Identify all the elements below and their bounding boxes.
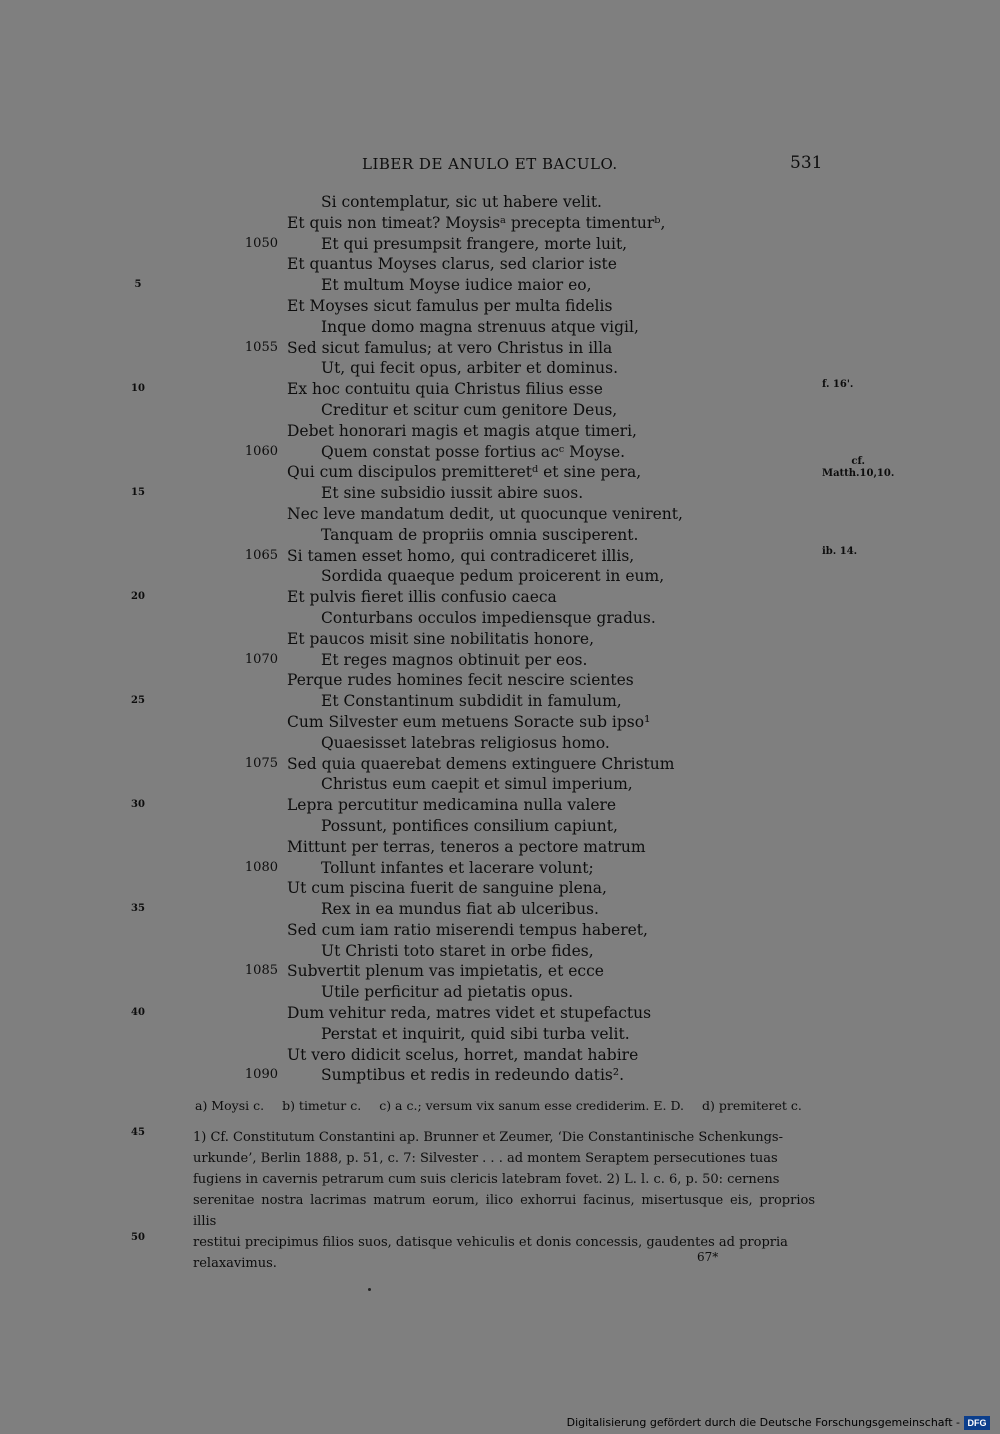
footnote-line: urkunde’, Berlin 1888, p. 51, c. 7: Silvester . . . ad montem Seraptem persecutiones tuas bbox=[193, 1151, 778, 1166]
verse-number: 1050 bbox=[244, 235, 278, 251]
verse-line bbox=[0, 899, 1000, 920]
verse-text: Sed cum iam ratio miserendi tempus haberet, bbox=[287, 920, 648, 939]
verse-line bbox=[0, 1024, 1000, 1045]
verse-text: Tanquam de propriis omnia susciperent. bbox=[321, 525, 639, 544]
verse-line bbox=[0, 1045, 1000, 1066]
verse-text: Subvertit plenum vas impietatis, et ecce bbox=[287, 962, 604, 981]
verse-text: Perstat et inquirit, quid sibi turba velit. bbox=[321, 1024, 630, 1043]
verse-line bbox=[0, 650, 1000, 671]
margin-number: 45 bbox=[131, 1127, 145, 1138]
verse-line bbox=[0, 982, 1000, 1003]
verse-line bbox=[0, 525, 1000, 546]
verse-line bbox=[0, 795, 1000, 816]
footnote-line: fugiens in cavernis petrarum cum suis clericis latebram fovet. 2) L. l. c. 6, p. 50: cernens bbox=[193, 1172, 780, 1187]
verse-text: Et quis non timeat? Moysisᵃ precepta timenturᵇ, bbox=[287, 213, 666, 232]
verse-line bbox=[0, 192, 1000, 213]
footer-bar bbox=[0, 1412, 1000, 1434]
verse-number: 1090 bbox=[244, 1067, 278, 1083]
verse-line bbox=[0, 456, 1000, 483]
verse-line bbox=[0, 961, 1000, 982]
verse-text: Mittunt per terras, teneros a pectore matrum bbox=[287, 837, 646, 856]
verse-text: Ut Christi toto staret in orbe fides, bbox=[321, 941, 594, 960]
verse-text: Sordida quaeque pedum proicerent in eum, bbox=[321, 567, 665, 586]
verse-text: Nec leve mandatum dedit, ut quocunque venirent, bbox=[287, 504, 683, 523]
verse-number: 1075 bbox=[244, 755, 278, 771]
footnote-line: 1) Cf. Constitutum Constantini ap. Brunner et Zeumer, ‘Die Constantinische Schenkungs- bbox=[193, 1130, 783, 1145]
verse-text: Possunt, pontifices consilium capiunt, bbox=[321, 816, 618, 835]
verse-line bbox=[0, 941, 1000, 962]
verse-text: Et sine subsidio iussit abire suos. bbox=[321, 484, 584, 503]
verse-block bbox=[0, 192, 1000, 1086]
margin-number: 15 bbox=[131, 487, 145, 499]
verse-line bbox=[0, 421, 1000, 442]
verse-line bbox=[0, 1003, 1000, 1024]
verse-text: Et Constantinum subdidit in famulum, bbox=[321, 692, 622, 711]
verse-number: 1055 bbox=[244, 339, 278, 355]
dfg-logo[interactable]: DFG bbox=[964, 1416, 990, 1430]
verse-text: Et multum Moyse iudice maior eo, bbox=[321, 276, 592, 295]
apparatus-entry: b) timetur c. bbox=[282, 1098, 362, 1113]
verse-line bbox=[0, 1065, 1000, 1086]
verse-text: Ex hoc contuitu quia Christus filius esse bbox=[287, 380, 603, 399]
running-title: LIBER DE ANULO ET BACULO. bbox=[362, 155, 618, 173]
verse-text: Cum Silvester eum metuens Soracte sub ipso¹ bbox=[287, 712, 651, 731]
verse-line bbox=[0, 837, 1000, 858]
verse-text: Christus eum caepit et simul imperium, bbox=[321, 775, 633, 794]
verse-number: 1080 bbox=[244, 859, 278, 875]
verse-text: Qui cum discipulos premitteretᵈ et sine pera, bbox=[287, 463, 642, 482]
verse-line bbox=[0, 234, 1000, 255]
verse-text: Inque domo magna strenuus atque vigil, bbox=[321, 317, 639, 336]
margin-number: 40 bbox=[131, 1007, 145, 1019]
footnotes bbox=[193, 1127, 815, 1274]
verse-line bbox=[0, 483, 1000, 504]
verse-text: Si contemplatur, sic ut habere velit. bbox=[321, 193, 602, 211]
margin-number: 20 bbox=[131, 591, 145, 603]
verse-line bbox=[0, 920, 1000, 941]
footnote-line: restitui precipimus filios suos, datisque vehiculis et donis concessis, gaudentes ad propria bbox=[193, 1235, 788, 1250]
apparatus-entry: a) Moysi c. bbox=[195, 1098, 265, 1113]
critical-apparatus bbox=[195, 1098, 820, 1113]
verse-line bbox=[0, 400, 1000, 421]
verse-text: Ut cum piscina fuerit de sanguine plena, bbox=[287, 879, 607, 898]
verse-line bbox=[0, 774, 1000, 795]
verse-text: Si tamen esset homo, qui contradiceret illis, bbox=[287, 546, 635, 565]
verse-number: 1085 bbox=[244, 963, 278, 979]
side-reference: cf. Matth.10,10. bbox=[822, 456, 895, 480]
verse-number: 1070 bbox=[244, 651, 278, 667]
verse-text: Dum vehitur reda, matres videt et stupefactus bbox=[287, 1004, 652, 1023]
verse-line bbox=[0, 546, 1000, 567]
footnote-line: relaxavimus. bbox=[193, 1256, 277, 1271]
verse-line bbox=[0, 504, 1000, 525]
verse-line bbox=[0, 712, 1000, 733]
verse-text: Creditur et scitur cum genitore Deus, bbox=[321, 400, 618, 419]
margin-number: 35 bbox=[131, 903, 145, 915]
apparatus-entry: d) premiteret c. bbox=[702, 1098, 802, 1113]
footnote-line: serenitae nostra lacrimas matrum eorum, ilico exhorrui facinus, misertusque eis, proprios illis bbox=[193, 1193, 815, 1229]
margin-number: 30 bbox=[131, 799, 145, 811]
verse-text: Et paucos misit sine nobilitatis honore, bbox=[287, 629, 595, 648]
verse-line bbox=[0, 691, 1000, 712]
verse-line bbox=[0, 317, 1000, 338]
verse-line bbox=[0, 670, 1000, 691]
margin-number: 25 bbox=[131, 695, 145, 707]
verse-line bbox=[0, 379, 1000, 400]
funding-notice: Digitalisierung gefördert durch die Deutsche Forschungsgemeinschaft - bbox=[566, 1416, 960, 1429]
verse-line bbox=[0, 296, 1000, 317]
verse-line bbox=[0, 629, 1000, 650]
verse-text: Tollunt infantes et lacerare volunt; bbox=[321, 858, 594, 877]
verse-text: Et Moyses sicut famulus per multa fidelis bbox=[287, 296, 613, 315]
verse-text: Perque rudes homines fecit nescire scientes bbox=[287, 671, 634, 690]
margin-number: 10 bbox=[131, 383, 145, 395]
apparatus-entry: c) a c.; versum vix sanum esse crediderim. E. D. bbox=[379, 1098, 684, 1113]
verse-text: Lepra percutitur medicamina nulla valere bbox=[287, 796, 617, 815]
verse-line bbox=[0, 275, 1000, 296]
side-reference: f. 16'. bbox=[822, 379, 854, 391]
verse-text: Sed sicut famulus; at vero Christus in illa bbox=[287, 338, 613, 357]
verse-line bbox=[0, 254, 1000, 275]
margin-number: 50 bbox=[131, 1232, 145, 1243]
verse-text: Debet honorari magis et magis atque timeri, bbox=[287, 421, 637, 440]
page-header bbox=[0, 155, 1000, 177]
page-number: 531 bbox=[790, 153, 823, 173]
verse-text: Ut, qui fecit opus, arbiter et dominus. bbox=[321, 359, 619, 378]
signature-mark: 67* bbox=[697, 1250, 719, 1264]
verse-line bbox=[0, 878, 1000, 899]
verse-text: Conturbans occulos impediensque gradus. bbox=[321, 608, 656, 627]
verse-line bbox=[0, 733, 1000, 754]
verse-line bbox=[0, 816, 1000, 837]
verse-text: Ut vero didicit scelus, horret, mandat habire bbox=[287, 1045, 639, 1064]
verse-line bbox=[0, 358, 1000, 379]
verse-text: Rex in ea mundus fiat ab ulceribus. bbox=[321, 900, 599, 919]
verse-line bbox=[0, 858, 1000, 879]
verse-text: Et quantus Moyses clarus, sed clarior iste bbox=[287, 255, 617, 274]
verse-text: Et reges magnos obtinuit per eos. bbox=[321, 650, 588, 669]
verse-line bbox=[0, 608, 1000, 629]
margin-number: 5 bbox=[134, 279, 142, 291]
verse-text: Sumptibus et redis in redeundo datis². bbox=[321, 1066, 624, 1085]
verse-text: Utile perficitur ad pietatis opus. bbox=[321, 983, 574, 1002]
verse-line bbox=[0, 754, 1000, 775]
verse-line bbox=[0, 338, 1000, 359]
verse-line bbox=[0, 566, 1000, 587]
verse-text: Et pulvis fieret illis confusio caeca bbox=[287, 588, 557, 607]
verse-text: Sed quia quaerebat demens extinguere Christum bbox=[287, 754, 675, 773]
verse-text: Et qui presumpsit frangere, morte luit, bbox=[321, 234, 628, 253]
speck-mark bbox=[368, 1288, 371, 1291]
verse-line bbox=[0, 213, 1000, 234]
side-reference: ib. 14. bbox=[822, 545, 858, 557]
verse-number: 1065 bbox=[244, 547, 278, 563]
verse-text: Quem constat posse fortius acᶜ Moyse. bbox=[321, 442, 626, 461]
verse-text: Quaesisset latebras religiosus homo. bbox=[321, 733, 610, 752]
verse-line bbox=[0, 587, 1000, 608]
verse-number: 1060 bbox=[244, 443, 278, 459]
